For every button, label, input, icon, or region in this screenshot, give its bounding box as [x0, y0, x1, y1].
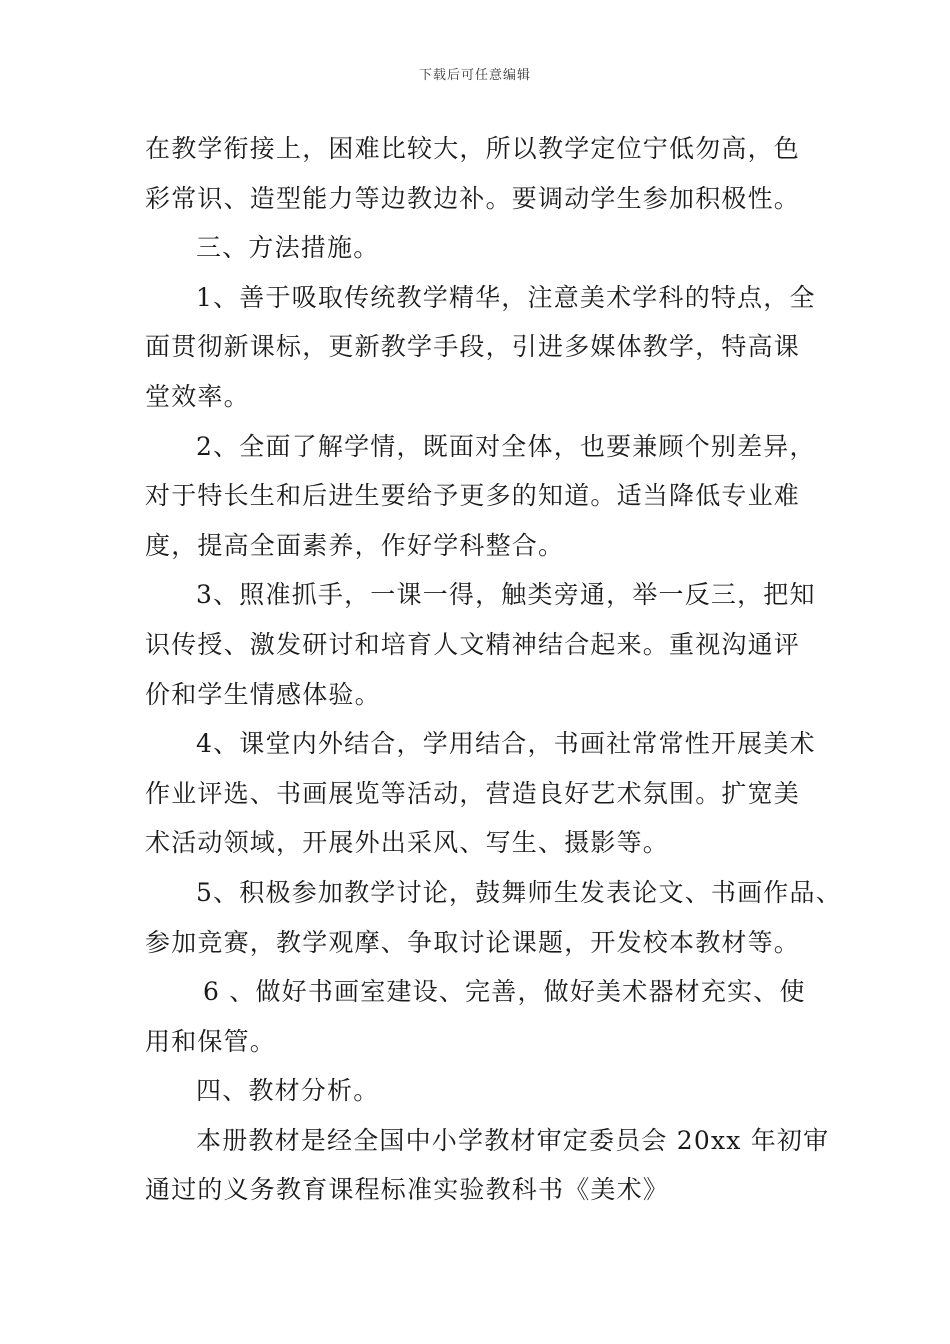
text-line: 识传授、激发研讨和培育人文精神结合起来。重视沟通评 — [145, 629, 801, 659]
text-line: 本册教材是经全国中小学教材审定委员会 20xx 年初审 — [196, 1125, 830, 1155]
text-line: 面贯彻新课标，更新教学手段，引进多媒体教学，特高课 — [145, 332, 801, 362]
section-heading: 三、方法措施。 — [196, 233, 380, 263]
document-body — [145, 124, 842, 1215]
text-line: 6 、做好书画室建设、完善，做好美术器材充实、使 — [203, 977, 806, 1007]
text-line: 价和学生情感体验。 — [145, 679, 381, 709]
text-line: 彩常识、造型能力等边教边补。要调动学生参加积极性。 — [145, 183, 801, 213]
text-line: 通过的义务教育课程标准实验教科书《美术》 — [145, 1175, 670, 1205]
text-line: 5、积极参加教学讨论，鼓舞师生发表论文、书画作品、 — [196, 877, 842, 907]
text-line: 作业评选、书画展览等活动，营造良好艺术氛围。扩宽美 — [145, 778, 801, 808]
text-line: 4、课堂内外结合，学用结合，书画社常常性开展美术 — [196, 729, 816, 759]
text-line: 参加竞赛，教学观摩、争取讨论课题，开发校本教材等。 — [145, 927, 801, 957]
section-heading: 四、教材分析。 — [196, 1076, 380, 1106]
page-header: 下载后可任意编辑 — [418, 68, 531, 83]
text-line: 3、照准抓手，一课一得，触类旁通，举一反三，把知 — [196, 580, 816, 610]
text-line: 1、善于吸取传统教学精华，注意美术学科的特点，全 — [196, 282, 816, 312]
text-line: 度，提高全面素养，作好学科整合。 — [145, 530, 565, 560]
text-line: 术活动领域，开展外出采风、写生、摄影等。 — [145, 828, 670, 858]
text-line: 2、全面了解学情，既面对全体，也要兼顾个别差异， — [196, 431, 816, 461]
text-line: 对于特长生和后进生要给予更多的知道。适当降低专业难 — [145, 481, 801, 511]
text-line: 堂效率。 — [145, 381, 250, 411]
text-line: 在教学衔接上，困难比较大，所以教学定位宁低勿高，色 — [145, 134, 801, 163]
text-line: 用和保管。 — [145, 1026, 277, 1056]
